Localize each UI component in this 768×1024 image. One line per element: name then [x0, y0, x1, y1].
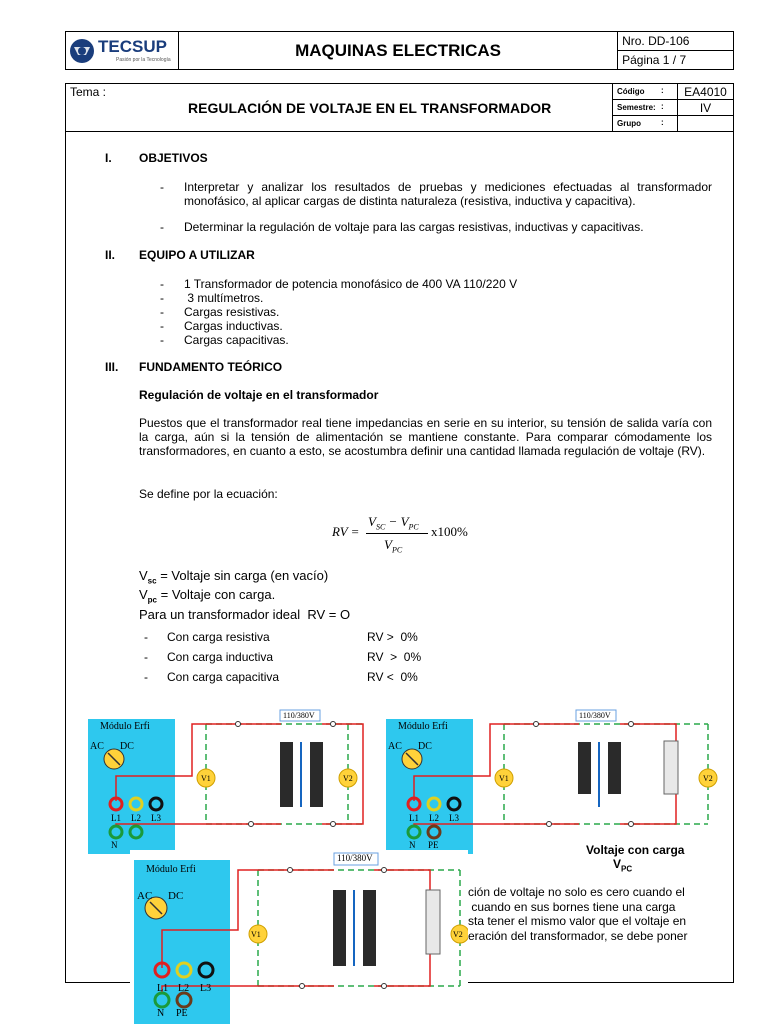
dc-label: DC: [120, 741, 134, 752]
semestre-value: IV: [678, 100, 734, 116]
equipment-1: 1 Transformador de potencia monofásico de 400 VA 110/220 V: [184, 277, 518, 291]
v1-label: V1: [499, 774, 509, 783]
equation-numerator: $V_{SC} - V_{PC}$: [368, 514, 419, 532]
grupo-label: Grupo: [617, 119, 641, 128]
tema-cell: [66, 84, 613, 132]
ac-label: AC: [90, 741, 104, 752]
subheader-table: [65, 83, 734, 132]
equipment-5: Cargas capacitivas.: [184, 333, 289, 347]
objective-1: Interpretar y analizar los resultados de pruebas y mediciones efectuadas al transformador monofásico, al aplicar cargas de distinta naturaleza (resistiva, inductiva y capacitiva).: [184, 180, 712, 208]
case-dash: -: [144, 630, 148, 644]
codigo-label: Código: [617, 87, 645, 96]
partial-text-line: sta tener el mismo valor que el voltaje en: [468, 914, 687, 928]
ideal-transformer: Para un transformador ideal RV = O: [139, 607, 351, 622]
v1-label: V1: [251, 930, 261, 939]
section-1-title: OBJETIVOS: [139, 151, 208, 165]
l3-label: L3: [200, 983, 212, 994]
section-3-title: FUNDAMENTO TEÓRICO: [139, 360, 283, 374]
codigo-label-cell: [613, 84, 678, 100]
case-resistive-value: RV > 0%: [367, 630, 418, 644]
vpc-definition: $V_{pc}$ = Voltaje con carga.: [139, 587, 276, 605]
equipment-2: 3 multímetros.: [184, 291, 264, 305]
ratio-label: 110/380V: [283, 711, 315, 720]
case-inductive-value: RV > 0%: [367, 650, 422, 664]
grupo-value: [678, 116, 734, 132]
circuit-diagram-overlay: [130, 850, 468, 1024]
v2-label: V2: [343, 774, 353, 783]
case-dash: -: [144, 670, 148, 684]
case-capacitive-label: Con carga capacitiva: [167, 670, 280, 684]
dc-label: DC: [168, 890, 184, 902]
l2-label: L2: [131, 813, 141, 823]
case-resistive-label: Con carga resistiva: [167, 630, 270, 644]
bullet-dash: -: [160, 305, 164, 319]
l3-label: L3: [151, 813, 161, 823]
dc-label: DC: [418, 741, 432, 752]
vsc-definition: $V_{sc}$ = Voltaje sin carga (en vacío): [139, 568, 329, 586]
ratio-label: 110/380V: [337, 853, 373, 863]
partial-text-line: eración del transformador, se debe poner: [468, 929, 688, 943]
course-title: MAQUINAS ELECTRICAS: [179, 32, 618, 70]
caption-voltage-with-load: Voltaje con carga: [586, 843, 685, 857]
case-dash: -: [144, 650, 148, 664]
fraction-bar: [366, 533, 428, 534]
v1-label: V1: [201, 774, 211, 783]
pe-label: PE: [428, 840, 439, 850]
semestre-label: Semestre:: [617, 103, 656, 112]
module-label: Módulo Erfi: [146, 864, 196, 875]
bullet-dash: -: [160, 319, 164, 333]
bullet-dash: -: [160, 277, 164, 291]
l1-label: L1: [409, 813, 419, 823]
partial-text-line: cuando en sus bornes tiene una carga: [468, 900, 676, 914]
v2-label: V2: [703, 774, 713, 783]
n-label: N: [409, 840, 416, 850]
equation-factor: x100%: [431, 524, 468, 539]
bullet-dash: -: [160, 220, 164, 234]
bullet-dash: -: [160, 291, 164, 305]
section-1-number: I.: [105, 151, 112, 165]
semestre-label-cell: [613, 100, 678, 116]
grupo-label-cell: [613, 116, 678, 132]
module-label: Módulo Erfi: [100, 721, 150, 732]
section-3-subtitle: Regulación de voltaje en el transformador: [139, 388, 379, 402]
logo-cell: [66, 32, 179, 70]
case-capacitive-value: RV < 0%: [367, 670, 418, 684]
equipment-4: Cargas inductivas.: [184, 319, 283, 333]
page-number: Página 1 / 7: [618, 51, 734, 70]
logo-tagline: Pasión por la Tecnología: [116, 57, 171, 63]
ac-label: AC: [388, 741, 402, 752]
section-3-number: III.: [105, 360, 119, 374]
equation-lhs: RV =: [332, 524, 360, 539]
bullet-dash: -: [160, 333, 164, 347]
section-2-title: EQUIPO A UTILIZAR: [139, 248, 255, 262]
section-2-number: II.: [105, 248, 116, 262]
define-text: Se define por la ecuación:: [139, 487, 278, 501]
doc-number: Nro. DD-106: [618, 32, 734, 51]
objective-2: Determinar la regulación de voltaje para las cargas resistivas, inductivas y capacitivas.: [184, 220, 644, 234]
bullet-dash: -: [160, 180, 164, 194]
equipment-3: Cargas resistivas.: [184, 305, 280, 319]
header-table: [65, 31, 734, 70]
codigo-colon: :: [661, 86, 664, 95]
ac-label: AC: [137, 890, 153, 902]
l1-label: L1: [111, 813, 121, 823]
l1-label: L1: [157, 983, 169, 994]
doc-title: REGULACIÓN DE VOLTAJE EN EL TRANSFORMADOR: [188, 100, 552, 116]
theory-paragraph: Puestos que el transformador real tiene impedancias en serie en su interior, su tensión de salida varía con la carga, aún si la tensión de alimentación se mantiene constante. Para comparar cómodamente los transformadores, en cuanto a esto, se acostumbra definir una cantidad llamada regulación de voltaje (RV).: [139, 416, 712, 458]
ratio-label: 110/380V: [579, 711, 611, 720]
v2-label: V2: [453, 930, 463, 939]
l2-label: L2: [178, 983, 190, 994]
partial-text-line: ción de voltaje no solo es cero cuando el: [468, 885, 685, 899]
equation-denominator: $V_{PC}$: [384, 537, 403, 555]
n-label: N: [157, 1008, 165, 1019]
l3-label: L3: [449, 813, 459, 823]
caption-vpc: $V_{PC}$: [613, 857, 633, 874]
tema-label: Tema :: [70, 85, 107, 99]
l2-label: L2: [429, 813, 439, 823]
case-inductive-label: Con carga inductiva: [167, 650, 274, 664]
logo-text: TECSUP: [98, 37, 167, 56]
module-label: Módulo Erfi: [398, 721, 448, 732]
codigo-value: EA4010: [678, 84, 734, 100]
semestre-colon: :: [661, 102, 664, 111]
grupo-colon: :: [661, 118, 664, 127]
pe-label: PE: [176, 1008, 188, 1019]
n-label: N: [111, 840, 118, 850]
